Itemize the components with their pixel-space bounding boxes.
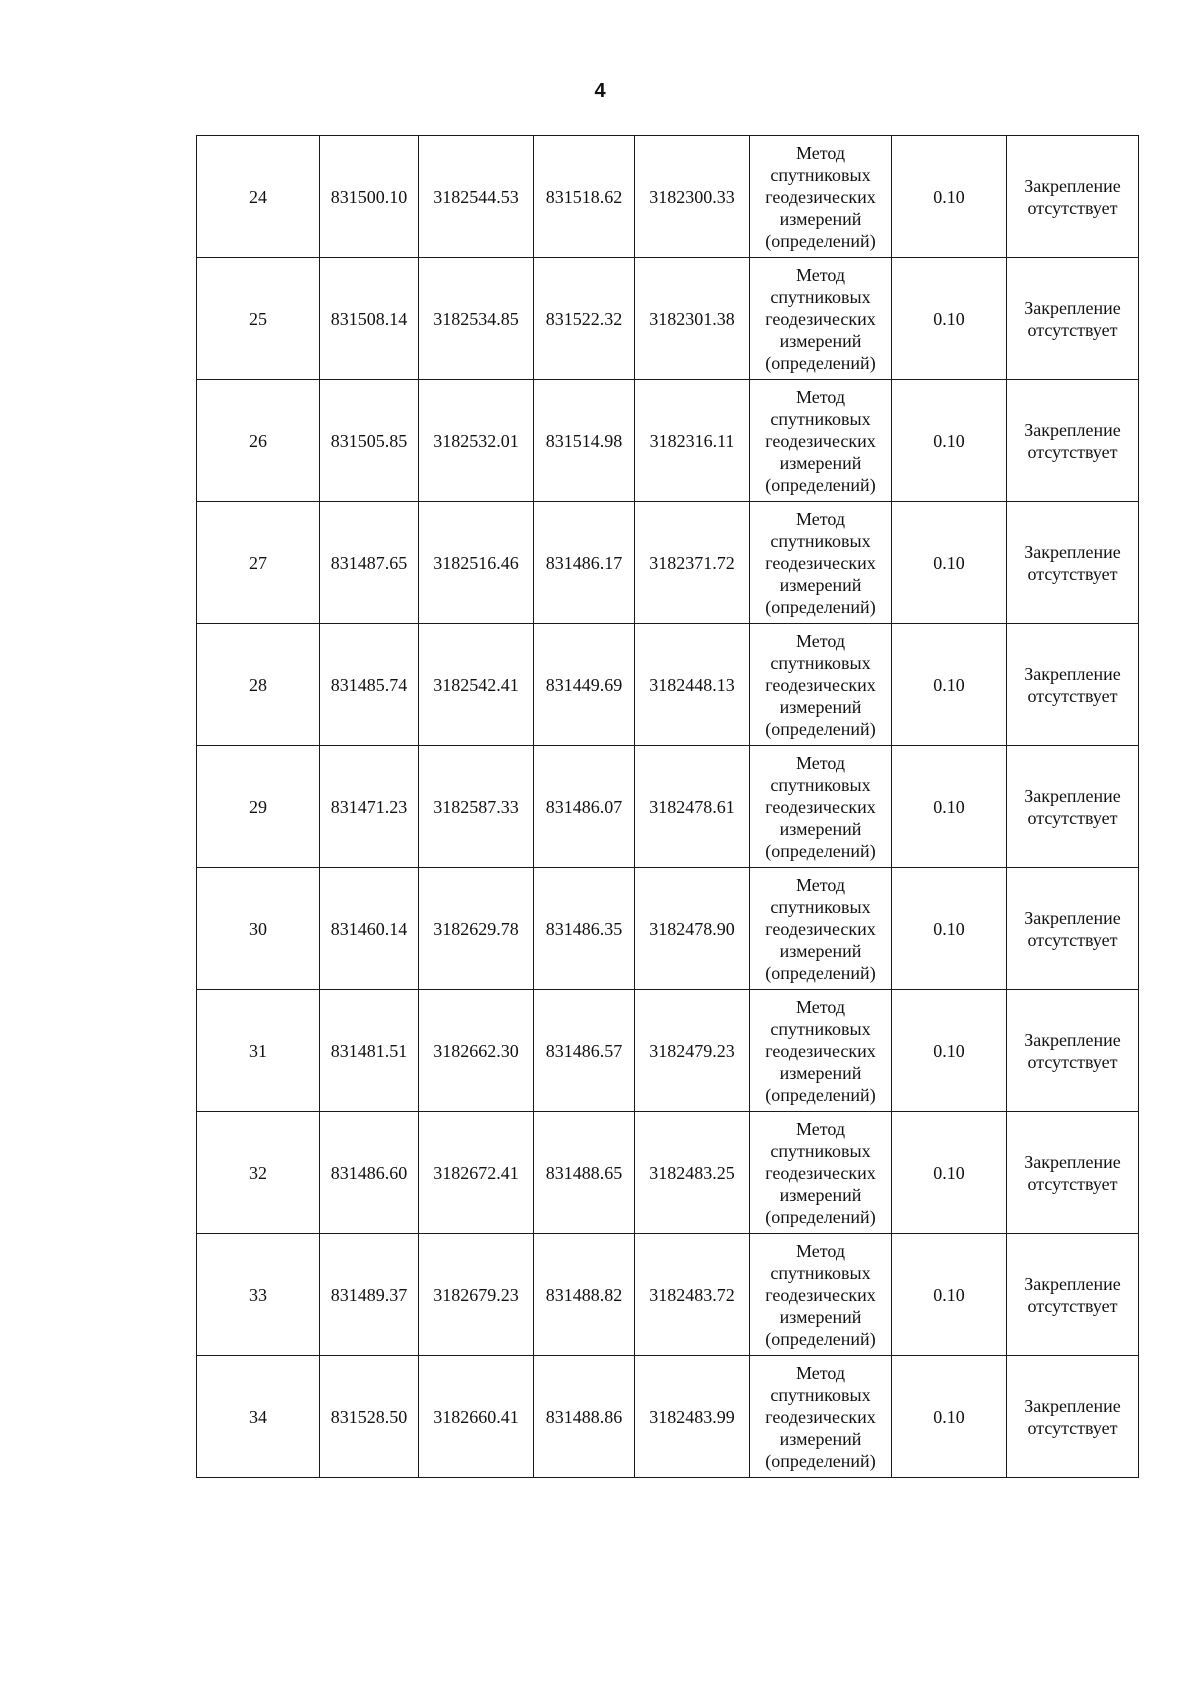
method-cell: Метод спутниковых геодезических измерений (определений) [750, 624, 892, 746]
table-row [197, 502, 1139, 624]
accuracy-cell: 0.10 [892, 136, 1007, 258]
point-number: 34 [197, 1356, 320, 1478]
method-cell: Метод спутниковых геодезических измерений (определений) [750, 1112, 892, 1234]
x-new: 831488.82 [534, 1234, 635, 1356]
point-number: 24 [197, 136, 320, 258]
point-number: 32 [197, 1112, 320, 1234]
table-row [197, 258, 1139, 380]
y-new: 3182479.23 [635, 990, 750, 1112]
method-cell: Метод спутниковых геодезических измерений (определений) [750, 136, 892, 258]
x-new: 831488.65 [534, 1112, 635, 1234]
method-cell: Метод спутниковых геодезических измерений (определений) [750, 990, 892, 1112]
fixing-cell: Закрепление отсутствует [1007, 502, 1139, 624]
y-existing: 3182672.41 [419, 1112, 534, 1234]
point-number: 28 [197, 624, 320, 746]
table-row [197, 380, 1139, 502]
table-row [197, 990, 1139, 1112]
accuracy-cell: 0.10 [892, 1112, 1007, 1234]
accuracy-cell: 0.10 [892, 990, 1007, 1112]
accuracy-cell: 0.10 [892, 380, 1007, 502]
fixing-cell: Закрепление отсутствует [1007, 990, 1139, 1112]
y-existing: 3182662.30 [419, 990, 534, 1112]
fixing-cell: Закрепление отсутствует [1007, 1356, 1139, 1478]
y-new: 3182371.72 [635, 502, 750, 624]
y-new: 3182478.61 [635, 746, 750, 868]
method-cell: Метод спутниковых геодезических измерений (определений) [750, 1356, 892, 1478]
y-new: 3182448.13 [635, 624, 750, 746]
y-existing: 3182516.46 [419, 502, 534, 624]
accuracy-cell: 0.10 [892, 258, 1007, 380]
y-existing: 3182542.41 [419, 624, 534, 746]
fixing-cell: Закрепление отсутствует [1007, 1234, 1139, 1356]
y-existing: 3182679.23 [419, 1234, 534, 1356]
accuracy-cell: 0.10 [892, 746, 1007, 868]
x-existing: 831486.60 [320, 1112, 419, 1234]
table-row [197, 868, 1139, 990]
y-existing: 3182587.33 [419, 746, 534, 868]
coordinates-table [196, 135, 1139, 1478]
x-existing: 831500.10 [320, 136, 419, 258]
table-row [197, 1234, 1139, 1356]
fixing-cell: Закрепление отсутствует [1007, 868, 1139, 990]
fixing-cell: Закрепление отсутствует [1007, 380, 1139, 502]
x-new: 831486.17 [534, 502, 635, 624]
y-new: 3182483.72 [635, 1234, 750, 1356]
coordinates-table-body [197, 136, 1139, 1478]
accuracy-cell: 0.10 [892, 1234, 1007, 1356]
x-new: 831488.86 [534, 1356, 635, 1478]
accuracy-cell: 0.10 [892, 624, 1007, 746]
y-existing: 3182534.85 [419, 258, 534, 380]
point-number: 27 [197, 502, 320, 624]
point-number: 25 [197, 258, 320, 380]
point-number: 26 [197, 380, 320, 502]
y-existing: 3182544.53 [419, 136, 534, 258]
x-new: 831449.69 [534, 624, 635, 746]
fixing-cell: Закрепление отсутствует [1007, 1112, 1139, 1234]
x-existing: 831489.37 [320, 1234, 419, 1356]
x-new: 831518.62 [534, 136, 635, 258]
accuracy-cell: 0.10 [892, 502, 1007, 624]
y-existing: 3182629.78 [419, 868, 534, 990]
y-new: 3182316.11 [635, 380, 750, 502]
point-number: 30 [197, 868, 320, 990]
point-number: 33 [197, 1234, 320, 1356]
x-existing: 831481.51 [320, 990, 419, 1112]
x-new: 831486.07 [534, 746, 635, 868]
accuracy-cell: 0.10 [892, 1356, 1007, 1478]
method-cell: Метод спутниковых геодезических измерений (определений) [750, 502, 892, 624]
fixing-cell: Закрепление отсутствует [1007, 258, 1139, 380]
x-new: 831514.98 [534, 380, 635, 502]
x-existing: 831508.14 [320, 258, 419, 380]
table-row [197, 746, 1139, 868]
table-row [197, 136, 1139, 258]
y-new: 3182301.38 [635, 258, 750, 380]
x-new: 831486.57 [534, 990, 635, 1112]
method-cell: Метод спутниковых геодезических измерений (определений) [750, 746, 892, 868]
y-new: 3182478.90 [635, 868, 750, 990]
y-new: 3182300.33 [635, 136, 750, 258]
x-existing: 831485.74 [320, 624, 419, 746]
x-new: 831522.32 [534, 258, 635, 380]
x-existing: 831460.14 [320, 868, 419, 990]
x-existing: 831528.50 [320, 1356, 419, 1478]
x-existing: 831471.23 [320, 746, 419, 868]
point-number: 31 [197, 990, 320, 1112]
table-row [197, 1112, 1139, 1234]
x-new: 831486.35 [534, 868, 635, 990]
y-existing: 3182660.41 [419, 1356, 534, 1478]
point-number: 29 [197, 746, 320, 868]
fixing-cell: Закрепление отсутствует [1007, 624, 1139, 746]
y-new: 3182483.25 [635, 1112, 750, 1234]
accuracy-cell: 0.10 [892, 868, 1007, 990]
method-cell: Метод спутниковых геодезических измерений (определений) [750, 1234, 892, 1356]
method-cell: Метод спутниковых геодезических измерений (определений) [750, 380, 892, 502]
table-row [197, 1356, 1139, 1478]
method-cell: Метод спутниковых геодезических измерений (определений) [750, 258, 892, 380]
table-row [197, 624, 1139, 746]
y-new: 3182483.99 [635, 1356, 750, 1478]
fixing-cell: Закрепление отсутствует [1007, 136, 1139, 258]
x-existing: 831487.65 [320, 502, 419, 624]
y-existing: 3182532.01 [419, 380, 534, 502]
x-existing: 831505.85 [320, 380, 419, 502]
method-cell: Метод спутниковых геодезических измерений (определений) [750, 868, 892, 990]
fixing-cell: Закрепление отсутствует [1007, 746, 1139, 868]
page-number: 4 [594, 80, 606, 102]
